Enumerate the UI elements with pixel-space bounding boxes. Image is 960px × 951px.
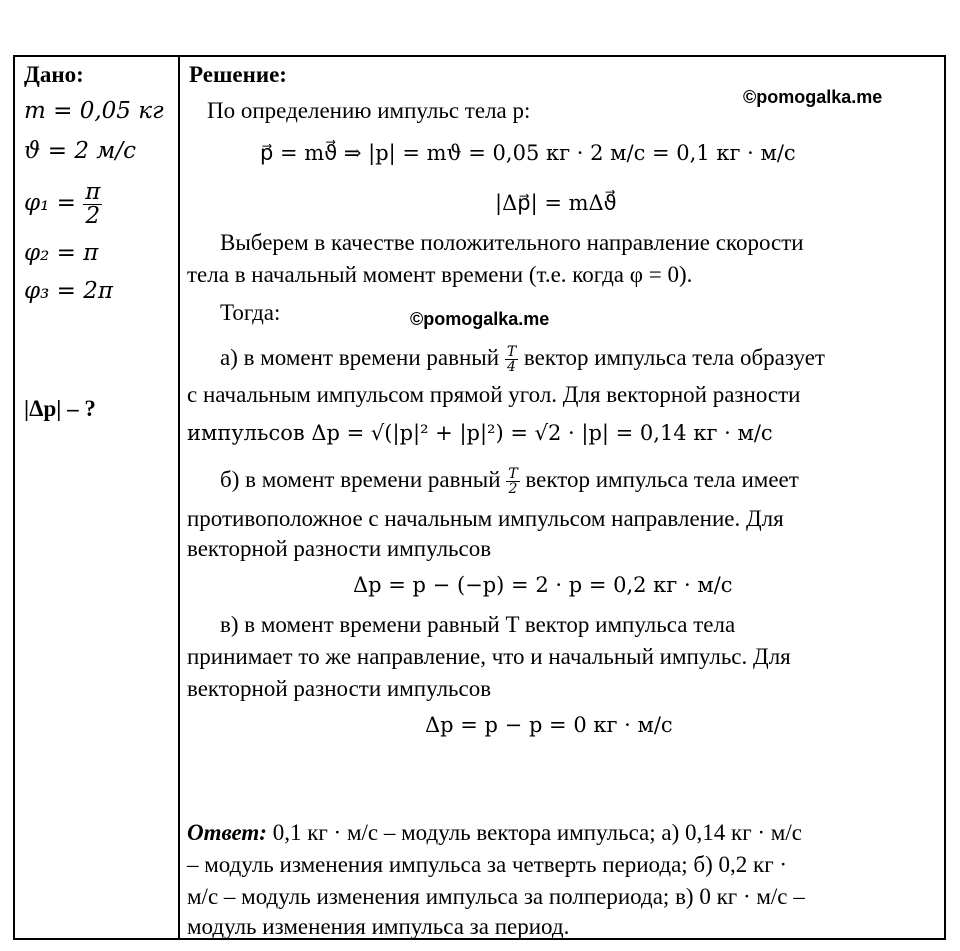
case-b-line-3: векторной разности импульсов [187,536,492,561]
formula-momentum: p⃗ = mϑ⃗ ⇒ |p| = mϑ = 0,05 кг · 2 м/с = 0,1 кг · м/с [260,141,796,165]
watermark-top: ©pomogalka.me [743,87,883,107]
case-b-fraction [506,467,519,496]
formula-delta: |Δp⃗| = mΔϑ⃗ [495,191,617,215]
case-b-line-1 [220,455,799,505]
case-a-suffix: вектор импульса тела образует [523,345,825,370]
choose-line-2: тела в начальный момент времени (т.е. когда φ = 0). [187,262,693,287]
given-find: |Δp| – ? [24,396,96,421]
given-phi1-fraction [83,178,102,229]
given-phi3: φ₃ = 2π [24,278,113,304]
case-b-line-2: противоположное с начальным импульсом направление. Для [187,506,784,531]
case-a-prefix: а) в момент времени равный [220,345,500,370]
case-b-den: 2 [508,481,518,498]
case-a-line-1 [220,333,825,383]
case-c-line-3: векторной разности импульсов [187,676,492,701]
case-a-num: T [506,344,517,361]
case-b-num: T [508,466,518,483]
given-mass: m = 0,05 кг [24,98,164,124]
answer-label: Ответ: [187,820,267,845]
answer-line-2: – модуль изменения импульса за четверть периода; б) 0,2 кг · [187,852,788,877]
case-a-fraction [505,345,518,374]
answer-text-1: 0,1 кг · м/с – модуль вектора импульса; а) 0,14 кг · м/с [266,820,802,845]
case-a-line-3: импульсов Δp = √(|p|² + |p|²) = √2 · |p| = 0,14 кг · м/с [187,421,773,445]
case-c-line-1: в) в момент времени равный T вектор импульса тела [220,612,736,637]
given-phi1 [24,175,102,231]
given-phi1-num: π [85,178,101,205]
given-heading: Дано: [24,62,84,87]
given-phi1-den: 2 [85,202,101,229]
case-c-line-2: принимает то же направление, что и начальный импульс. Для [187,644,791,669]
column-divider [178,57,180,938]
case-a-line-2: с начальным импульсом прямой угол. Для векторной разности [187,382,801,407]
case-a-den: 4 [507,359,516,376]
answer-line-4: модуль изменения импульса за период. [187,914,570,939]
choose-line-1: Выберем в качестве положительного направление скорости [220,230,804,255]
case-c-formula: Δp = p − p = 0 кг · м/с [425,713,673,737]
answer-line-1 [187,819,802,847]
answer-line-3: м/с – модуль изменения импульса за полпериода; в) 0 кг · м/с – [187,884,805,909]
solution-table [13,55,946,940]
case-b-suffix: вектор импульса тела имеет [525,467,799,492]
case-b-prefix: б) в момент времени равный [220,467,501,492]
given-velocity: ϑ = 2 м/с [24,138,136,164]
definition-line: По определению импульс тела p: [207,98,531,123]
case-b-formula: Δp = p − (−p) = 2 · p = 0,2 кг · м/с [353,573,733,597]
then-label: Тогда: [220,300,281,325]
given-phi2: φ₂ = π [24,240,99,266]
solution-heading: Решение: [189,62,287,87]
watermark-middle: ©pomogalka.me [410,309,550,329]
given-phi1-lhs: φ₁ = [24,190,76,216]
